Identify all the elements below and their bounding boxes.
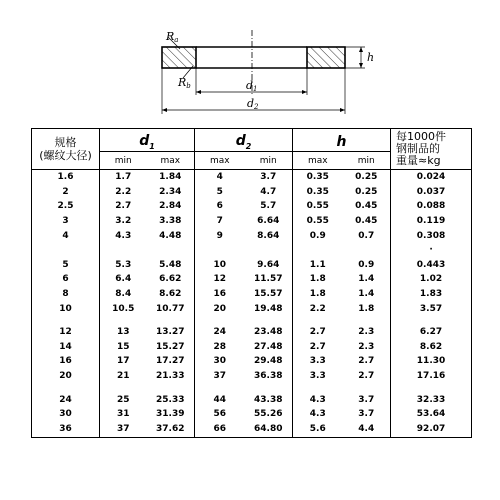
- table-cell: 5.6: [293, 422, 343, 437]
- table-row: [32, 340, 472, 355]
- table-cell: 5.3: [100, 258, 147, 273]
- table-cell: 24: [195, 325, 245, 340]
- d1-min-header: min: [100, 152, 147, 170]
- weight-header-line3: 重量≈kg: [396, 154, 441, 167]
- table-cell: 17: [100, 355, 147, 370]
- table-row: [32, 229, 472, 244]
- table-cell: 4.7: [260, 186, 277, 197]
- table-cell: 3: [62, 215, 69, 226]
- table-cell: 0.7: [358, 230, 375, 241]
- table-cell: 2.7: [293, 325, 343, 340]
- table-cell: 17.16: [391, 369, 472, 384]
- weight-header: [391, 129, 472, 170]
- table-cell: 2.84: [159, 201, 182, 212]
- table-cell: 1.83: [391, 287, 472, 302]
- table-cell: 8.62: [159, 288, 182, 299]
- table-cell: 16: [195, 287, 245, 302]
- table-cell: 36: [59, 424, 72, 435]
- table-cell: 2.7: [100, 199, 147, 214]
- inner-diameter-label: d1: [246, 79, 258, 93]
- table-cell: 44: [195, 393, 245, 408]
- table-cell: 25: [100, 393, 147, 408]
- table-cell: 4.3: [100, 229, 147, 244]
- table-row: [32, 422, 472, 437]
- table-cell: 3.7: [358, 409, 375, 420]
- weight-header-line1: 每1000件: [396, 130, 447, 143]
- table-cell: 1.4: [358, 274, 375, 285]
- table-cell: 23.48: [254, 327, 283, 338]
- table-cell: 6.4: [100, 272, 147, 287]
- table-row: [32, 170, 472, 185]
- table-cell: 28: [195, 340, 245, 355]
- table-row: [32, 393, 472, 408]
- table-cell: 15.27: [156, 341, 185, 352]
- d2-max-header: max: [195, 152, 245, 170]
- d1-header: $d_1$: [100, 129, 195, 152]
- table-cell: 16: [59, 356, 72, 367]
- table-cell: 0.443: [391, 258, 472, 273]
- table-cell: 0.308: [391, 229, 472, 244]
- table-cell: 1.8: [358, 303, 375, 314]
- table-cell: 0.25: [355, 186, 378, 197]
- table-cell: 11.57: [254, 274, 283, 285]
- table-cell: 64.80: [254, 424, 283, 435]
- table-cell: 2.2: [293, 302, 343, 317]
- table-row: [32, 185, 472, 200]
- table-cell: 9.64: [257, 259, 280, 270]
- table-cell: 24: [59, 394, 72, 405]
- table-row: [32, 369, 472, 384]
- table-cell: 1.84: [159, 171, 182, 182]
- table-cell: 6.27: [391, 325, 472, 340]
- table-cell: 3.2: [100, 214, 147, 229]
- table-cell: 4.3: [293, 393, 343, 408]
- table-cell: 36.38: [254, 371, 283, 382]
- table-cell: 10: [59, 303, 72, 314]
- weight-header-line2: 钢制品的: [396, 142, 441, 155]
- table-cell: 31.39: [156, 409, 185, 420]
- table-cell: 37.62: [156, 424, 185, 435]
- washer-section-left: [162, 47, 196, 68]
- washer-section-drawing: [0, 0, 500, 125]
- table-cell: 8: [62, 288, 69, 299]
- table-cell: 31: [100, 407, 147, 422]
- table-cell: 0.35: [293, 185, 343, 200]
- table-cell: 14: [59, 341, 72, 352]
- table-cell: 3.7: [260, 171, 277, 182]
- table-cell: 0.35: [293, 170, 343, 185]
- table-cell: 0.119: [391, 214, 472, 229]
- group-spacer: ·: [32, 243, 472, 257]
- table-cell: 0.024: [391, 170, 472, 185]
- table-row: [32, 272, 472, 287]
- table-cell: 2.7: [358, 356, 375, 367]
- table-cell: 1.4: [358, 288, 375, 299]
- table-cell: 2.2: [100, 185, 147, 200]
- washer-section-right: [307, 47, 345, 68]
- table-cell: 0.55: [293, 214, 343, 229]
- table-cell: 0.25: [355, 171, 378, 182]
- table-cell: 37: [100, 422, 147, 437]
- table-cell: 0.9: [358, 259, 375, 270]
- table-row: [32, 287, 472, 302]
- table-cell: 17.27: [156, 356, 185, 367]
- table-cell: 27.48: [254, 341, 283, 352]
- table-cell: 2.3: [358, 341, 375, 352]
- table-cell: 5: [195, 185, 245, 200]
- spec-table-body: [32, 170, 472, 438]
- table-cell: 0.037: [391, 185, 472, 200]
- table-cell: 0.088: [391, 199, 472, 214]
- table-cell: 5: [62, 259, 69, 270]
- table-row: [32, 325, 472, 340]
- table-cell: 3.3: [293, 355, 343, 370]
- table-cell: 5.7: [260, 201, 277, 212]
- outer-diameter-label: d2: [247, 97, 259, 111]
- table-cell: 12: [195, 272, 245, 287]
- table-cell: 1.8: [293, 272, 343, 287]
- table-cell: 1.02: [391, 272, 472, 287]
- table-row: [32, 355, 472, 370]
- table-cell: 6.64: [257, 215, 280, 226]
- table-row: [32, 407, 472, 422]
- table-cell: 8.64: [257, 230, 280, 241]
- table-cell: 0.45: [355, 201, 378, 212]
- table-cell: 20: [195, 302, 245, 317]
- group-spacer: [32, 316, 472, 325]
- table-cell: 92.07: [391, 422, 472, 437]
- table-cell: 29.48: [254, 356, 283, 367]
- table-cell: 12: [59, 327, 72, 338]
- table-cell: 0.55: [293, 199, 343, 214]
- table-row: [32, 199, 472, 214]
- table-cell: 1.6: [57, 171, 74, 182]
- table-cell: 3.57: [391, 302, 472, 317]
- table-cell: 11.30: [391, 355, 472, 370]
- table-cell: 4: [62, 230, 69, 241]
- table-cell: 32.33: [391, 393, 472, 408]
- table-cell: 15.57: [254, 288, 283, 299]
- table-cell: 4: [195, 170, 245, 185]
- table-cell: 2.7: [358, 371, 375, 382]
- thickness-label: h: [367, 51, 375, 64]
- table-cell: 37: [195, 369, 245, 384]
- table-cell: 10.77: [156, 303, 185, 314]
- table-row: [32, 302, 472, 317]
- spec-header: [32, 129, 100, 170]
- table-cell: 2.34: [159, 186, 182, 197]
- d2-header: $d_2$: [195, 129, 293, 152]
- table-row: [32, 214, 472, 229]
- table-cell: 3.38: [159, 215, 182, 226]
- table-cell: 8.62: [391, 340, 472, 355]
- table-cell: 3.7: [358, 394, 375, 405]
- table-cell: 10: [195, 258, 245, 273]
- table-cell: 30: [195, 355, 245, 370]
- spec-header-line1: 规格: [54, 136, 77, 149]
- table-cell: 6: [62, 274, 69, 285]
- table-cell: 43.38: [254, 394, 283, 405]
- table-cell: 1.8: [293, 287, 343, 302]
- table-cell: 25.33: [156, 394, 185, 405]
- table-cell: 2.3: [358, 327, 375, 338]
- table-cell: 15: [100, 340, 147, 355]
- table-cell: 21.33: [156, 371, 185, 382]
- table-cell: 9: [195, 229, 245, 244]
- table-cell: 8.4: [100, 287, 147, 302]
- d1-max-header: max: [147, 152, 195, 170]
- table-row: [32, 258, 472, 273]
- table-cell: 13.27: [156, 327, 185, 338]
- table-cell: 13: [100, 325, 147, 340]
- table-cell: 10.5: [100, 302, 147, 317]
- table-cell: 19.48: [254, 303, 283, 314]
- table-cell: 2.5: [57, 201, 74, 212]
- table-cell: 5.48: [159, 259, 182, 270]
- washer-spec-table: [31, 128, 472, 438]
- d2-min-header: min: [245, 152, 293, 170]
- table-cell: 66: [195, 422, 245, 437]
- radius-bottom-label: Rb: [178, 76, 191, 90]
- table-cell: 20: [59, 371, 72, 382]
- table-cell: 4.48: [159, 230, 182, 241]
- table-cell: 0.9: [293, 229, 343, 244]
- table-cell: 3.3: [293, 369, 343, 384]
- spec-header-line2: (螺纹大径): [39, 149, 92, 162]
- table-cell: 7: [195, 214, 245, 229]
- table-cell: 1.1: [293, 258, 343, 273]
- radius-top-label: Ra: [166, 30, 179, 44]
- h-max-header: max: [293, 152, 343, 170]
- table-cell: 6.62: [159, 274, 182, 285]
- table-cell: 21: [100, 369, 147, 384]
- group-spacer: [32, 384, 472, 393]
- table-cell: 2: [62, 186, 69, 197]
- table-cell: 53.64: [391, 407, 472, 422]
- table-cell: 4.4: [358, 424, 375, 435]
- table-cell: 2.7: [293, 340, 343, 355]
- table-cell: 4.3: [293, 407, 343, 422]
- table-cell: 1.7: [100, 170, 147, 185]
- table-cell: 56: [195, 407, 245, 422]
- table-cell: 30: [59, 409, 72, 420]
- h-min-header: min: [343, 152, 391, 170]
- table-cell: 0.45: [355, 215, 378, 226]
- h-header: h: [293, 129, 391, 152]
- table-cell: 6: [195, 199, 245, 214]
- table-cell: 55.26: [254, 409, 283, 420]
